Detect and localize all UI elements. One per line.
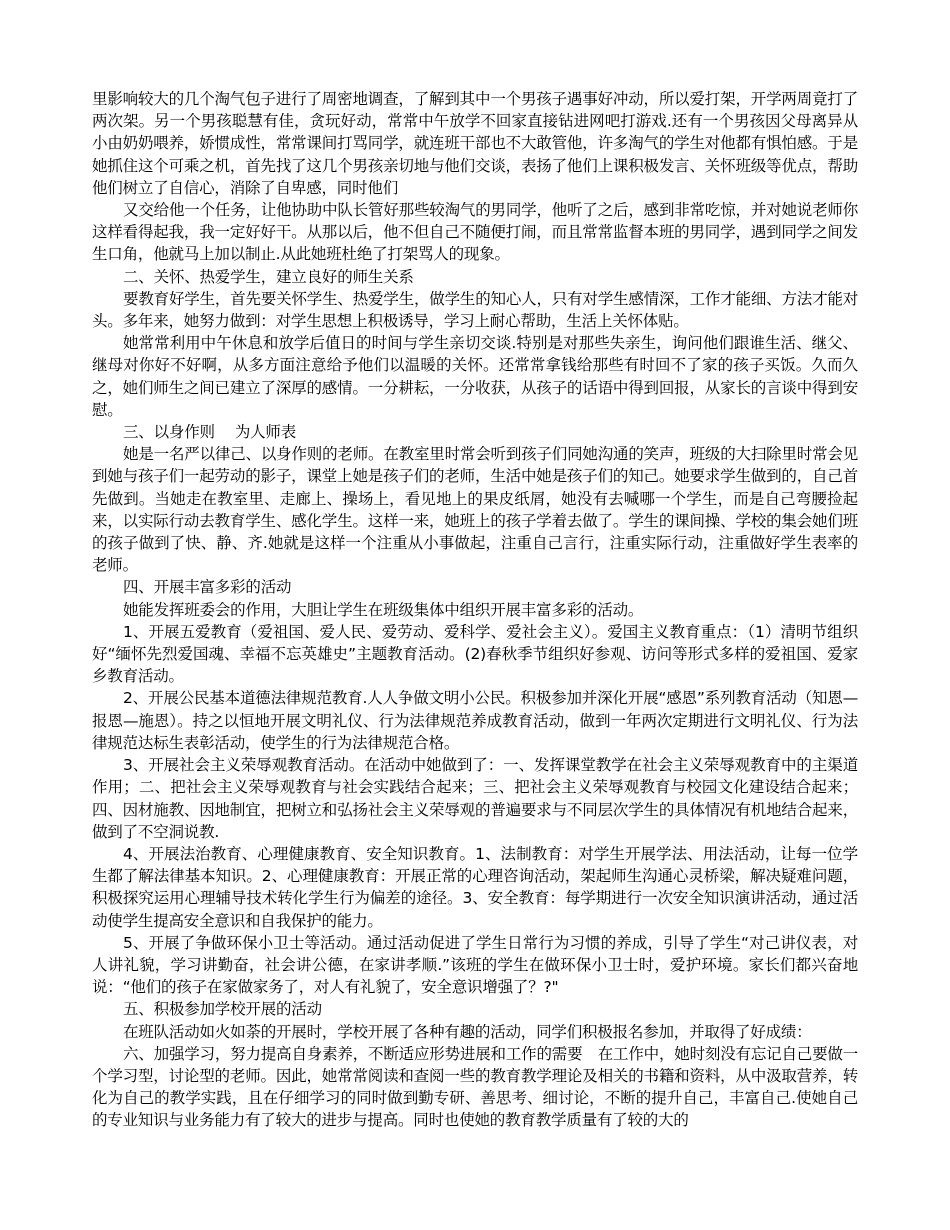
paragraph-3: 要教育好学生，首先要关怀学生、热爱学生，做学生的知心人，只有对学生感情深，工作才能细、方法才能对头。多年来，她努力做到：对学生思想上积极诱导，学习上耐心帮助，生活上关怀体贴。 xyxy=(92,289,858,331)
list-item-2: 2、开展公民基本道德法律规范教育.人人争做文明小公民。积极参加并深化开展“感恩”系列教育活动（知恩—报恩—施恩）。持之以恒地开展文明礼仪、行为法律规范养成教育活动，做到一年两次定期进行文明礼仪、行为法律规范达标生表彰活动，使学生的行为法律规范合格。 xyxy=(92,689,858,752)
list-item-1: 1、开展五爱教育（爱祖国、爱人民、爱劳动、爱科学、爱社会主义）。爱国主义教育重点：（1）清明节组织好“缅怀先烈爱国魂、幸福不忘英雄史”主题教育活动。(2)春秋季节组织好参观、访问等形式多样的爱祖国、爱家乡教育活动。 xyxy=(92,622,858,686)
section-heading-3: 三、以身作则 为人师表 xyxy=(123,423,297,442)
list-item-5: 5、开展了争做环保小卫士等活动。通过活动促进了学生日常行为习惯的养成，引导了学生“对己讲仪表，对人讲礼貌，学习讲勤奋，社会讲公德，在家讲孝顺.”该班的学生在做环保小卫士时，爱护环境。家长们都兴奋地说：“他们的孩子在家做家务了，对人有礼貌了，安全意识增强了？?" xyxy=(92,933,858,997)
list-item-4: 4、开展法治教育、心理健康教育、安全知识教育。1、法制教育：对学生开展学法、用法活动，让每一位学生都了解法律基本知识。2、心理健康教育：开展正常的心理咨询活动，架起师生沟通心灵桥梁，解决疑难问题，积极探究运用心理辅导技术转化学生行为偏差的途径。3、安全教育：每学期进行一次安全知识演讲活动，通过活动使学生提高安全意识和自我保护的能力。 xyxy=(92,844,858,930)
paragraph-2: 又交给他一个任务，让他协助中队长管好那些较淘气的男同学，他听了之后，感到非常吃惊，并对她说老师你这样看得起我，我一定好好干。从那以后，他不但自己不随便打闹，而且常常监督本班的男同学，遇到同学之间发生口角，他就马上加以制止.从此她班杜绝了打架骂人的现象。 xyxy=(92,201,858,264)
section-heading-5: 五、积极参加学校开展的活动 xyxy=(123,1000,322,1019)
section-heading-2: 二、关怀、热爱学生，建立良好的师生关系 xyxy=(123,267,414,286)
paragraph-6: 她能发挥班委会的作用，大胆让学生在班级集体中组织开展丰富多彩的活动。 xyxy=(123,600,644,619)
paragraph-7: 在班队活动如火如荼的开展时，学校开展了各种有趣的活动，同学们积极报名参加，并取得了好成绩： xyxy=(123,1022,812,1041)
section-heading-4: 四、开展丰富多彩的活动 xyxy=(123,578,292,597)
paragraph-4: 她常常利用中午休息和放学后值日的时间与学生亲切交谈.特别是对那些失亲生，询问他们跟谁生活、继父、继母对你好不好啊，从多方面注意给予他们以温暖的关怀。还常常拿钱给那些有时回不了家的孩子买饭。久而久之，她们师生之间已建立了深厚的感情。一分耕耘，一分收获，从孩子的话语中得到回报，从家长的言谈中得到安慰。 xyxy=(92,334,858,419)
paragraph-5: 她是一名严以律己、以身作则的老师。在教室里时常会听到孩子们同她沟通的笑声，班级的大扫除里时常会见到她与孩子们一起劳动的影子，课堂上她是孩子们的老师，生活中她是孩子们的知己。她要求学生做到的，自己首先做到。当她走在教室里、走廊上、操场上，看见地上的果皮纸屑，她没有去喊哪一个学生，而是自己弯腰捡起来，以实际行动去教育学生、感化学生。这样一来，她班上的孩子学着去做了。学生的课间操、学校的集会她们班的孩子做到了快、静、齐.她就是这样一个注重从小事做起，注重自己言行，注重实际行动，注重做好学生表率的老师。 xyxy=(92,445,858,575)
paragraph-8: 六、加强学习，努力提高自身素养，不断适应形势进展和工作的需要 在工作中，她时刻没有忘记自己要做一个学习型，讨论型的老师。因此，她常常阅读和查阅一些的教育教学理论及相关的书籍和资料，从中汲取营养，转化为自己的教学实践，且在仔细学习的同时做到勤专研、善思考、细讨论，不断的提升自己，丰富自己.使她自己的专业知识与业务能力有了较大的进步与提高。同时也使她的教育教学质量有了较的大的 xyxy=(92,1044,858,1130)
paragraph-1: 里影响较大的几个淘气包子进行了周密地调查，了解到其中一个男孩子遇事好冲动，所以爱打架，开学两周竟打了两次架。另一个男孩聪慧有佳，贪玩好动，常常中午放学不回家直接钻进网吧打游戏.还有一个男孩因父母离异从小由奶奶喂养，娇惯成性，常常课间打骂同学，就连班干部也不大敢管他，许多淘气的学生对他都有惧怕感。于是她抓住这个可乘之机，首先找了这几个男孩亲切地与他们交谈，表扬了他们上课积极发言、关怀班级等优点，帮助他们树立了自信心，消除了自卑感，同时他们 xyxy=(92,90,858,197)
list-item-3: 3、开展社会主义荣辱观教育活动。在活动中她做到了：一、发挥课堂教学在社会主义荣辱观教育中的主渠道作用；二、把社会主义荣辱观教育与社会实践结合起来；三、把社会主义荣辱观教育与校园文化建设结合起来；四、因材施教、因地制宜，把树立和弘扬社会主义荣辱观的普遍要求与不同层次学生的具体情况有机地结合起来，做到了不空洞说教. xyxy=(92,756,858,841)
